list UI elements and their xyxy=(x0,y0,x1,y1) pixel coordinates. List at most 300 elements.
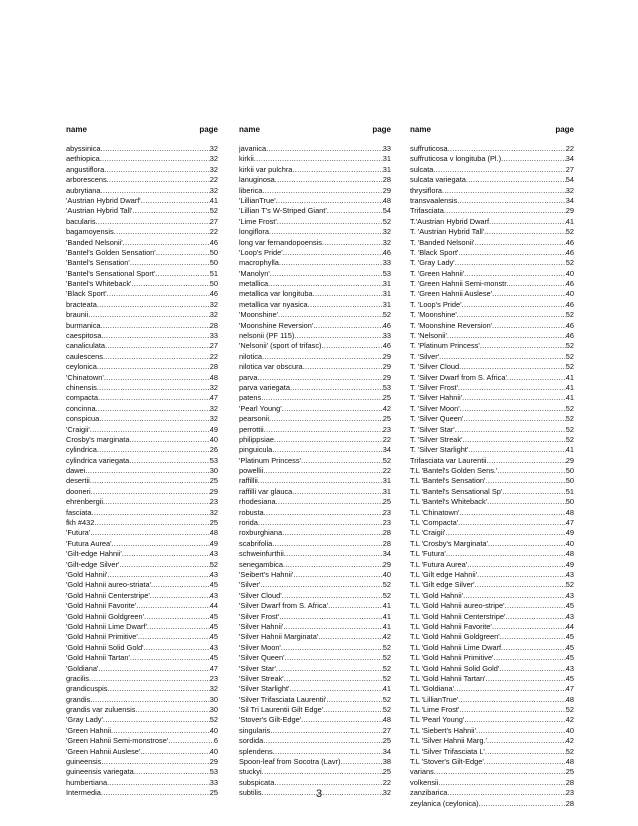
dot-leader xyxy=(284,674,383,684)
index-entry xyxy=(66,414,218,424)
entry-page: 43 xyxy=(209,642,218,652)
index-entry xyxy=(66,373,218,383)
dot-leader xyxy=(464,715,565,725)
entry-name: suffruticosa v longituba (Pl.) xyxy=(410,154,502,164)
dot-leader xyxy=(114,227,210,237)
entry-name: T. 'Silver Queen' xyxy=(410,414,464,424)
index-entry xyxy=(410,341,574,351)
index-entry xyxy=(410,435,574,445)
index-entry xyxy=(410,643,574,653)
entry-name: guineensis variegata xyxy=(66,767,134,777)
entry-name: T. 'Nelsonii' xyxy=(410,331,447,341)
dot-leader xyxy=(130,258,210,268)
entry-name: 'Platinum Princess' xyxy=(239,455,301,465)
entry-page: 34 xyxy=(382,746,391,756)
entry-page: 43 xyxy=(565,663,574,673)
index-entry xyxy=(239,767,391,777)
entry-name: 'Gold Hahnii Solid Gold' xyxy=(66,642,144,652)
entry-name: lanuginosa xyxy=(239,175,275,185)
entry-name: T. 'Green Hahnii' xyxy=(410,268,465,278)
entry-name: roxburghiana xyxy=(239,528,283,538)
index-entry xyxy=(66,404,218,414)
index-entry xyxy=(239,435,391,445)
index-entry xyxy=(239,175,391,185)
dot-leader xyxy=(492,622,566,632)
entry-name: varians xyxy=(410,767,434,777)
index-entry xyxy=(239,622,391,632)
entry-name: T. 'Silver Star' xyxy=(410,424,455,434)
index-entry xyxy=(66,539,218,549)
page-number: 3 xyxy=(315,788,323,800)
dot-leader xyxy=(97,445,210,455)
entry-page: 41 xyxy=(565,216,574,226)
dot-leader xyxy=(281,643,383,653)
entry-page: 32 xyxy=(209,403,218,413)
index-entry xyxy=(410,300,574,310)
entry-name: 'Seibert's Hahnii' xyxy=(239,570,294,579)
entry-page: 32 xyxy=(209,684,218,694)
dot-leader xyxy=(464,269,566,279)
dot-leader xyxy=(282,591,383,601)
entry-name: 'Goldiana' xyxy=(66,663,99,673)
index-entry xyxy=(239,601,391,611)
dot-leader xyxy=(499,664,566,674)
entry-page: 30 xyxy=(209,705,218,715)
dot-leader xyxy=(262,767,383,777)
entry-page: 43 xyxy=(209,549,218,559)
entry-page: 42 xyxy=(565,736,574,746)
entry-page: 45 xyxy=(209,632,218,642)
dot-leader xyxy=(448,144,566,154)
entry-page: 52 xyxy=(382,663,391,673)
entry-name: singularis xyxy=(239,725,271,735)
dot-leader xyxy=(130,653,210,663)
entry-page: 32 xyxy=(209,144,218,153)
entry-name: T.L 'Gold Hahnii Primitive' xyxy=(410,653,494,663)
entry-name: T.L 'Silver Trifasciata L' xyxy=(410,746,485,756)
index-entry xyxy=(66,612,218,622)
entry-page: 46 xyxy=(565,237,574,247)
index-entry xyxy=(239,279,391,289)
entry-page: 52 xyxy=(382,705,391,715)
dot-leader xyxy=(463,414,565,424)
dot-leader xyxy=(135,705,209,715)
index-entry xyxy=(410,373,574,383)
index-entry xyxy=(410,778,574,788)
entry-name: parva variegata xyxy=(239,382,290,392)
index-entry xyxy=(239,674,391,684)
entry-page: 50 xyxy=(565,497,574,507)
entry-page: 27 xyxy=(382,725,391,735)
entry-page: 22 xyxy=(382,777,391,787)
entry-page: 29 xyxy=(382,362,391,372)
entry-name: 'Silver Hahnii' xyxy=(239,621,284,631)
entry-page: 48 xyxy=(382,715,391,725)
dot-leader xyxy=(463,591,566,601)
index-entry xyxy=(410,289,574,299)
page-header: page xyxy=(372,125,391,134)
dot-leader xyxy=(463,435,566,445)
dot-leader xyxy=(91,508,209,518)
dot-leader xyxy=(155,269,209,279)
index-entry xyxy=(66,341,218,351)
dot-leader xyxy=(485,747,566,757)
entry-page: 48 xyxy=(565,549,574,559)
dot-leader xyxy=(134,767,210,777)
index-entry xyxy=(66,705,218,715)
entry-name: Trifasciata var Laurentii xyxy=(410,455,487,465)
dot-leader xyxy=(136,601,210,611)
entry-name: T.L 'Siebert's Hahnii' xyxy=(410,725,476,735)
index-entry xyxy=(239,310,391,320)
index-entry xyxy=(410,591,574,601)
index-entry xyxy=(66,487,218,497)
entry-page: 42 xyxy=(565,715,574,725)
dot-leader xyxy=(476,726,566,736)
entry-page: 52 xyxy=(565,580,574,590)
dot-leader xyxy=(268,279,383,289)
dot-leader xyxy=(119,560,209,570)
index-entry xyxy=(239,154,391,164)
entry-name: T.L 'Gilt edge Silver' xyxy=(410,580,475,590)
dot-leader xyxy=(459,362,566,372)
entry-name: 'Silver Starlight' xyxy=(239,684,290,694)
index-entry xyxy=(239,217,391,227)
entry-page: 48 xyxy=(565,507,574,517)
entry-page: 42 xyxy=(382,632,391,642)
dot-leader xyxy=(455,258,566,268)
index-entry xyxy=(66,684,218,694)
dot-leader xyxy=(96,404,210,414)
entry-name: T.L 'Craigii' xyxy=(410,528,446,538)
entry-name: ehrenbergii xyxy=(66,497,103,507)
index-entry xyxy=(410,383,574,393)
dot-leader xyxy=(151,580,210,590)
dot-leader xyxy=(275,175,383,185)
dot-leader xyxy=(500,632,566,642)
index-entry xyxy=(410,165,574,175)
index-entry xyxy=(239,165,391,175)
entry-name: 'Gold Hahnii Primitive' xyxy=(66,632,138,642)
entry-name: guineensis xyxy=(66,757,102,767)
index-entry xyxy=(66,643,218,653)
entry-page: 25 xyxy=(565,767,574,777)
entry-name: T.L 'Gold Hahnii Tartan' xyxy=(410,673,486,683)
entry-page: 45 xyxy=(565,601,574,611)
entry-page: 41 xyxy=(565,372,574,382)
dot-leader xyxy=(313,321,382,331)
entry-page: 52 xyxy=(565,414,574,424)
entry-name: 'Austrian Hybrid Tall' xyxy=(66,206,133,216)
entry-page: 40 xyxy=(209,746,218,756)
index-entry xyxy=(66,466,218,476)
entry-page: 42 xyxy=(382,403,391,413)
dot-leader xyxy=(434,767,566,777)
entry-name: zanzibarica xyxy=(410,788,448,798)
index-entry xyxy=(410,456,574,466)
index-entry xyxy=(66,601,218,611)
dot-leader xyxy=(266,144,383,154)
entry-page: 52 xyxy=(382,310,391,320)
dot-leader xyxy=(278,310,383,320)
entry-page: 46 xyxy=(565,247,574,257)
index-entry xyxy=(66,300,218,310)
dot-leader xyxy=(129,435,209,445)
index-entry xyxy=(410,539,574,549)
dot-leader xyxy=(340,757,382,767)
entry-page: 46 xyxy=(382,247,391,257)
index-entry xyxy=(239,248,391,258)
dot-leader xyxy=(104,373,210,383)
entry-page: 52 xyxy=(382,590,391,600)
entry-name: T. 'Silver Streak' xyxy=(410,434,463,444)
index-entry xyxy=(66,632,218,642)
dot-leader xyxy=(101,144,210,154)
entry-name: 'Chinatown' xyxy=(66,372,104,382)
entry-page: 29 xyxy=(382,559,391,569)
dot-leader xyxy=(457,196,566,206)
dot-leader xyxy=(282,404,383,414)
index-entry xyxy=(239,580,391,590)
dot-leader xyxy=(455,425,566,435)
index-entry xyxy=(66,560,218,570)
entry-page: 52 xyxy=(565,403,574,413)
dot-leader xyxy=(458,383,566,393)
entry-page: 28 xyxy=(565,798,574,808)
entry-page: 25 xyxy=(209,788,218,798)
entry-page: 26 xyxy=(209,445,218,455)
dot-leader xyxy=(258,518,383,528)
entry-name: chinensis xyxy=(66,382,97,392)
entry-name: T. 'Platinum Princess' xyxy=(410,341,480,351)
entry-page: 34 xyxy=(565,195,574,205)
entry-page: 22 xyxy=(209,227,218,237)
entry-page: 51 xyxy=(565,486,574,496)
entry-name: compacta xyxy=(66,393,99,403)
entry-page: 44 xyxy=(209,601,218,611)
entry-name: 'Green Hahnii xyxy=(66,725,111,735)
entry-name: T. 'Austrian Hybrid Tall' xyxy=(410,227,485,237)
entry-page: 23 xyxy=(209,497,218,507)
entry-name: 'Silver Moon' xyxy=(239,642,281,652)
entry-page: 33 xyxy=(382,258,391,268)
entry-page: 50 xyxy=(209,258,218,268)
dot-leader xyxy=(444,206,566,216)
index-entry xyxy=(239,497,391,507)
dot-leader xyxy=(442,186,566,196)
index-entry xyxy=(66,206,218,216)
entry-page: 48 xyxy=(209,528,218,538)
entry-name: 'Gold Hahnii' xyxy=(66,570,108,579)
index-entry xyxy=(410,404,574,414)
entry-page: 52 xyxy=(565,351,574,361)
entry-page: 22 xyxy=(209,351,218,361)
index-entry xyxy=(410,414,574,424)
entry-name: long var fernandopoensis xyxy=(239,237,322,247)
entry-page: 50 xyxy=(565,476,574,486)
index-entry xyxy=(66,289,218,299)
dot-leader xyxy=(270,726,383,736)
entry-name: 'Moonshine Reversion' xyxy=(239,320,314,330)
entry-page: 45 xyxy=(565,632,574,642)
dot-leader xyxy=(308,300,383,310)
index-entry xyxy=(410,497,574,507)
dot-leader xyxy=(326,695,382,705)
dot-leader xyxy=(283,622,382,632)
entry-name: metallica var nyasica xyxy=(239,299,308,309)
dot-leader xyxy=(269,227,383,237)
entry-page: 25 xyxy=(382,393,391,403)
entry-page: 53 xyxy=(382,268,391,278)
entry-page: 40 xyxy=(382,570,391,579)
index-entry xyxy=(66,736,218,746)
entry-page: 41 xyxy=(382,611,391,621)
entry-name: grandis var zuluensis xyxy=(66,705,136,715)
index-entry xyxy=(66,321,218,331)
entry-name: T. 'Green Hahnii Semi-monstr. xyxy=(410,279,509,289)
dot-leader xyxy=(260,580,382,590)
entry-name: splendens xyxy=(239,746,273,756)
entry-name: concinna xyxy=(66,403,96,413)
index-entry xyxy=(239,206,391,216)
index-entry xyxy=(410,767,574,777)
dot-leader xyxy=(263,466,383,476)
index-entry xyxy=(239,715,391,725)
index-entry xyxy=(66,767,218,777)
entry-name: nilotica xyxy=(239,351,263,361)
entry-name: metallica var longituba xyxy=(239,289,313,299)
dot-leader xyxy=(98,664,209,674)
dot-leader xyxy=(439,352,566,362)
entry-page: 32 xyxy=(209,299,218,309)
index-entry xyxy=(410,248,574,258)
entry-name: nilotica var obscura xyxy=(239,362,303,372)
entry-page: 46 xyxy=(565,320,574,330)
index-entry xyxy=(66,570,218,580)
dot-leader xyxy=(502,487,565,497)
entry-list xyxy=(410,144,574,809)
entry-name: T.L 'Bantel's Whiteback' xyxy=(410,497,488,507)
entry-name: T. 'Green Hahnii Auslese' xyxy=(410,289,493,299)
dot-leader xyxy=(103,352,210,362)
entry-page: 52 xyxy=(382,694,391,704)
entry-page: 25 xyxy=(382,497,391,507)
entry-name: 'Loop's Pride' xyxy=(239,247,283,257)
entry-name: 'Gold Hahnii Centerstripe' xyxy=(66,590,150,600)
entry-page: 45 xyxy=(209,621,218,631)
entry-page: 45 xyxy=(565,642,574,652)
index-entry xyxy=(239,331,391,341)
dot-leader xyxy=(318,632,383,642)
entry-name: T. 'Silver Frost' xyxy=(410,382,458,392)
entry-name: senegambica xyxy=(239,559,283,569)
entry-name: scabrifolia xyxy=(239,538,273,548)
entry-page: 52 xyxy=(565,434,574,444)
entry-page: 52 xyxy=(382,580,391,590)
entry-name: grandis xyxy=(66,694,91,704)
entry-name: 'Gilt-edge Silver' xyxy=(66,559,120,569)
entry-page: 52 xyxy=(565,310,574,320)
entry-page: 52 xyxy=(209,559,218,569)
entry-page: 47 xyxy=(565,684,574,694)
index-entry xyxy=(66,425,218,435)
index-entry xyxy=(239,560,391,570)
dot-leader xyxy=(459,508,565,518)
entry-name: 'Gold Hahnii aureo-striata' xyxy=(66,580,151,590)
entry-name: sulcata variegata xyxy=(410,175,466,185)
index-entry xyxy=(66,445,218,455)
entry-name: 'Stover's Gilt-Edge' xyxy=(239,715,302,725)
entry-name: subspicata xyxy=(239,777,275,787)
index-entry xyxy=(410,217,574,227)
entry-page: 41 xyxy=(565,382,574,392)
entry-page: 46 xyxy=(209,289,218,299)
entry-name: 'Silver Frost' xyxy=(239,611,280,621)
entry-page: 52 xyxy=(565,705,574,715)
entry-name: bracteata xyxy=(66,299,97,309)
entry-name: T.L 'Bantel's Sensation' xyxy=(410,476,486,486)
dot-leader xyxy=(468,445,565,455)
entry-name: 'Gold Hahnii Favorite' xyxy=(66,601,137,611)
entry-page: 49 xyxy=(209,538,218,548)
index-entry xyxy=(239,393,391,403)
entry-page: 52 xyxy=(565,362,574,372)
dot-leader xyxy=(322,238,383,248)
entry-page: 38 xyxy=(382,757,391,767)
index-entry xyxy=(66,580,218,590)
entry-name: bagamoyensis xyxy=(66,227,114,237)
index-entry xyxy=(410,705,574,715)
dot-leader xyxy=(107,175,210,185)
index-entry xyxy=(410,206,574,216)
index-entry xyxy=(410,757,574,767)
index-entry xyxy=(410,362,574,372)
index-entry xyxy=(410,269,574,279)
entry-name: 'Austrian Hybrid Dwarf' xyxy=(66,195,141,205)
page-header: page xyxy=(555,125,574,134)
entry-page: 30 xyxy=(209,694,218,704)
index-entry xyxy=(66,497,218,507)
entry-name: T.L 'Gilt edge Hahnii' xyxy=(410,570,478,579)
dot-leader xyxy=(492,289,566,299)
dot-leader xyxy=(486,674,566,684)
dot-leader xyxy=(147,622,210,632)
index-entry xyxy=(66,622,218,632)
entry-page: 32 xyxy=(209,154,218,164)
index-entry xyxy=(239,414,391,424)
entry-name: T.L 'Gold Hahnii Lime Dwarf xyxy=(410,642,502,652)
entry-name: robusta xyxy=(239,507,264,517)
entry-page: 25 xyxy=(382,736,391,746)
entry-page: 40 xyxy=(565,268,574,278)
index-entry xyxy=(66,778,218,788)
index-entry xyxy=(410,632,574,642)
dot-leader xyxy=(107,289,210,299)
entry-name: 'Green Hahnii Semi-monstrose' xyxy=(66,736,169,746)
entry-page: 27 xyxy=(565,164,574,174)
entry-page: 52 xyxy=(382,673,391,683)
index-entry xyxy=(66,674,218,684)
entry-name: 'Bantel's Sensational Sport' xyxy=(66,268,156,278)
entry-page: 52 xyxy=(565,746,574,756)
entry-page: 47 xyxy=(209,663,218,673)
entry-name: 'Nelsonii' (sport of trifasc) xyxy=(239,341,322,351)
dot-leader xyxy=(454,684,566,694)
entry-name: 'LillianTrue' xyxy=(239,195,276,205)
dot-leader xyxy=(445,528,565,538)
entry-name: bacularis xyxy=(66,216,96,226)
entry-page: 27 xyxy=(209,216,218,226)
